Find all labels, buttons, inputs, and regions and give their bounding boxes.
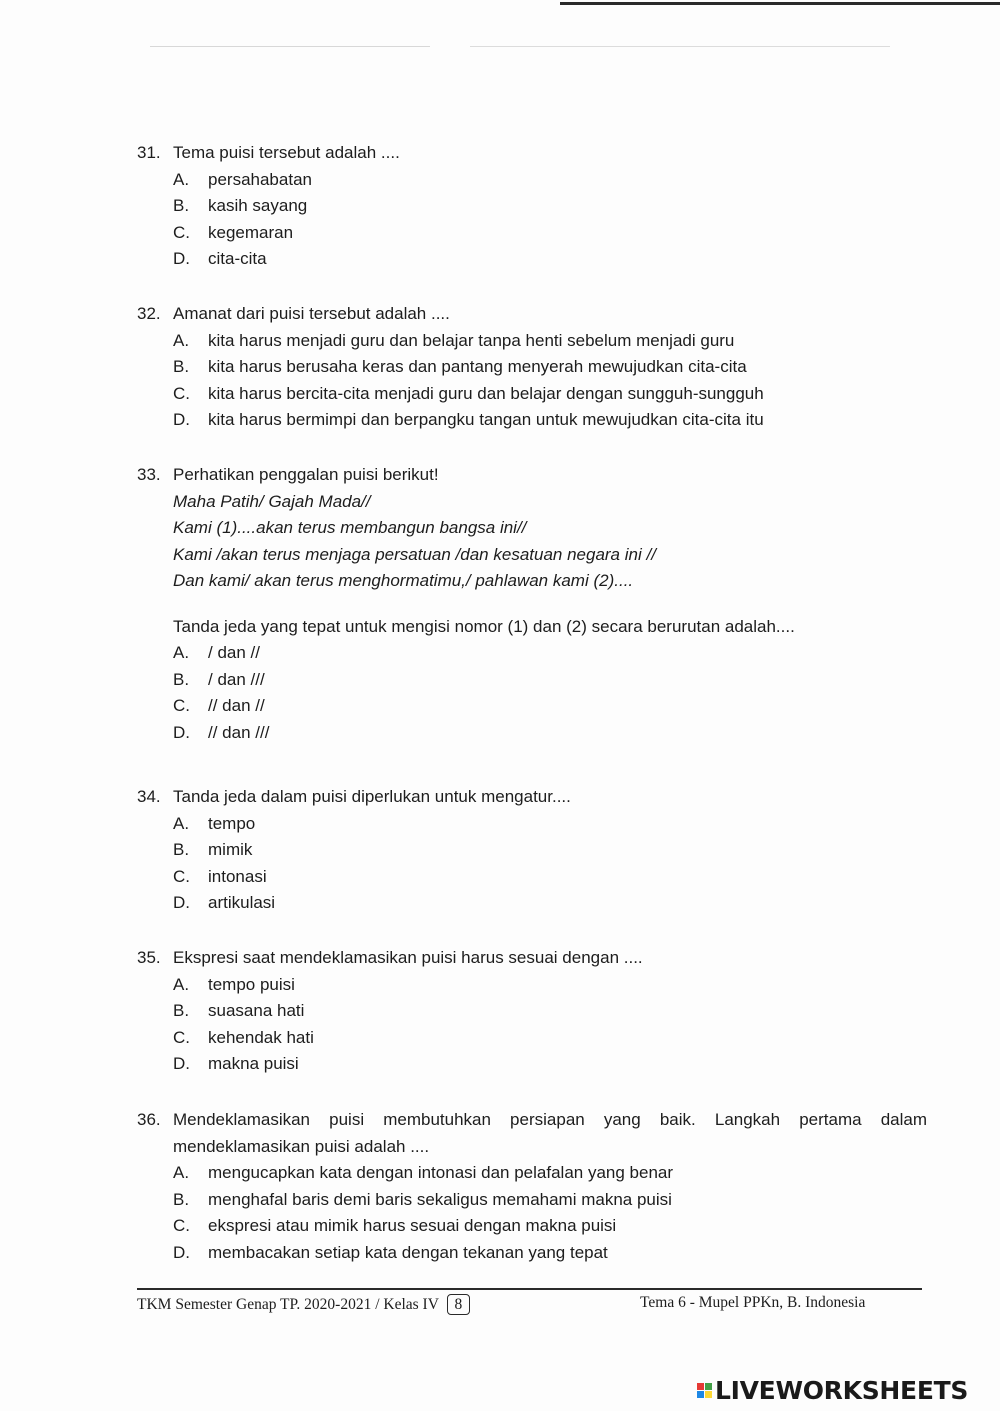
poem-line: Kami (1)....akan terus membangun bangsa ini//: [173, 518, 527, 537]
option-text: artikulasi: [208, 893, 276, 912]
option-letter: C.: [173, 696, 190, 715]
option-text: kita harus bermimpi dan berpangku tangan untuk mewujudkan cita-cita itu: [208, 410, 764, 429]
option-letter: C.: [173, 222, 190, 242]
option-c: [173, 381, 927, 408]
prompt-text: Tanda jeda yang tepat untuk mengisi nomor (1) dan (2) secara berurutan adalah....: [173, 616, 795, 636]
option-text: // dan //: [208, 696, 265, 715]
option-text: kegemaran: [208, 222, 294, 242]
option-letter: A.: [173, 1163, 190, 1182]
option-letter: D.: [173, 893, 190, 912]
option-a: [173, 328, 927, 355]
footer-subject: Tema 6 - Mupel PPKn, B. Indonesia: [640, 1294, 866, 1311]
option-letter: B.: [173, 1001, 190, 1020]
option-letter: A.: [173, 330, 190, 350]
faint-scan-line: [470, 46, 890, 47]
option-c: [173, 864, 927, 891]
question-number: 33.: [137, 465, 161, 484]
option-d: [173, 1051, 927, 1078]
option-letter: D.: [173, 1054, 190, 1073]
option-letter: C.: [173, 1216, 190, 1235]
option-letter: B.: [173, 840, 190, 859]
option-letter: D.: [173, 1242, 190, 1262]
option-b: [173, 998, 927, 1025]
option-letter: C.: [173, 1027, 190, 1047]
option-text: kasih sayang: [208, 196, 308, 215]
option-b: [173, 1187, 927, 1214]
option-b: [173, 193, 927, 220]
question-number: 35.: [137, 948, 161, 967]
option-c: [173, 693, 927, 720]
option-d: [173, 1240, 927, 1267]
option-letter: A.: [173, 169, 190, 189]
option-text: mimik: [208, 840, 253, 859]
faint-scan-line: [150, 46, 430, 47]
option-a: [173, 1160, 927, 1187]
option-text: / dan ///: [208, 669, 265, 689]
option-text: tempo puisi: [208, 974, 295, 994]
question-33: [137, 462, 927, 746]
question-number: 32.: [137, 304, 161, 323]
option-b: [173, 837, 927, 864]
question-prompt: [173, 614, 927, 641]
poem-line: Kami /akan terus menjaga persatuan /dan kesatuan negara ini //: [173, 544, 656, 564]
option-a: [173, 811, 927, 838]
option-text: kehendak hati: [208, 1027, 314, 1047]
brand-name: LIVEWORKSHEETS: [715, 1376, 969, 1405]
footer-left: [137, 1294, 470, 1315]
question-text: Ekspresi saat mendeklamasikan puisi harus sesuai dengan ....: [173, 948, 643, 967]
option-a: [173, 167, 927, 194]
top-border-line: [560, 2, 1000, 5]
option-letter: B.: [173, 1189, 190, 1209]
option-c: [173, 220, 927, 247]
option-letter: D.: [173, 722, 190, 742]
option-text: tempo: [208, 813, 256, 833]
question-number: 36.: [137, 1110, 161, 1129]
question-text: Tema puisi tersebut adalah ....: [173, 143, 400, 162]
footer-exam-info: TKM Semester Genap TP. 2020-2021 / Kelas IV: [137, 1296, 439, 1313]
option-letter: B.: [173, 669, 190, 689]
option-text: kita harus berusaha keras dan pantang menyerah mewujudkan cita-cita: [208, 357, 747, 376]
option-d: [173, 407, 927, 434]
question-36: [137, 1107, 927, 1266]
poem-line: Dan kami/ akan terus menghormatimu,/ pahlawan kami (2)....: [173, 571, 634, 590]
question-text: Perhatikan penggalan puisi berikut!: [173, 465, 439, 484]
option-text: makna puisi: [208, 1054, 299, 1073]
option-text: mengucapkan kata dengan intonasi dan pelafalan yang benar: [208, 1163, 674, 1182]
option-d: [173, 890, 927, 917]
question-34: [137, 784, 927, 917]
option-text: cita-cita: [208, 249, 267, 268]
option-text: intonasi: [208, 866, 267, 886]
option-text: suasana hati: [208, 1001, 305, 1020]
question-text: Mendeklamasikan puisi membutuhkan persiapan yang baik. Langkah pertama dalam mendeklamasikan puisi adalah ....: [173, 1110, 927, 1156]
option-c: [173, 1213, 927, 1240]
question-number: 34.: [137, 787, 161, 806]
option-letter: A.: [173, 813, 190, 833]
option-d: [173, 246, 927, 273]
option-text: ekspresi atau mimik harus sesuai dengan makna puisi: [208, 1216, 617, 1235]
option-letter: D.: [173, 410, 190, 429]
option-text: kita harus bercita-cita menjadi guru dan belajar dengan sungguh-sungguh: [208, 383, 764, 403]
option-a: [173, 972, 927, 999]
option-text: membacakan setiap kata dengan tekanan yang tepat: [208, 1242, 608, 1262]
footer-rule: [137, 1288, 922, 1290]
option-text: persahabatan: [208, 169, 312, 189]
option-letter: B.: [173, 357, 190, 376]
question-number: 31.: [137, 143, 161, 162]
option-text: menghafal baris demi baris sekaligus memahami makna puisi: [208, 1189, 672, 1209]
question-31: [137, 140, 927, 273]
option-letter: A.: [173, 974, 190, 994]
page-number: 8: [447, 1294, 471, 1315]
option-letter: D.: [173, 249, 190, 268]
option-letter: C.: [173, 383, 190, 403]
question-text: Amanat dari puisi tersebut adalah ....: [173, 304, 450, 323]
question-32: [137, 301, 927, 434]
option-c: [173, 1025, 927, 1052]
question-text: Tanda jeda dalam puisi diperlukan untuk mengatur....: [173, 787, 571, 806]
option-text: kita harus menjadi guru dan belajar tanpa henti sebelum menjadi guru: [208, 330, 735, 350]
option-a: [173, 640, 927, 667]
option-letter: B.: [173, 196, 190, 215]
option-b: [173, 667, 927, 694]
liveworksheets-logo: [697, 1376, 968, 1405]
option-text: // dan ///: [208, 722, 270, 742]
poem-line: Maha Patih/ Gajah Mada//: [173, 491, 371, 511]
option-b: [173, 354, 927, 381]
liveworksheets-icon: [697, 1383, 712, 1398]
option-d: [173, 720, 927, 747]
option-text: / dan //: [208, 643, 260, 662]
option-letter: A.: [173, 643, 190, 662]
option-letter: C.: [173, 866, 190, 886]
question-35: [137, 945, 927, 1078]
